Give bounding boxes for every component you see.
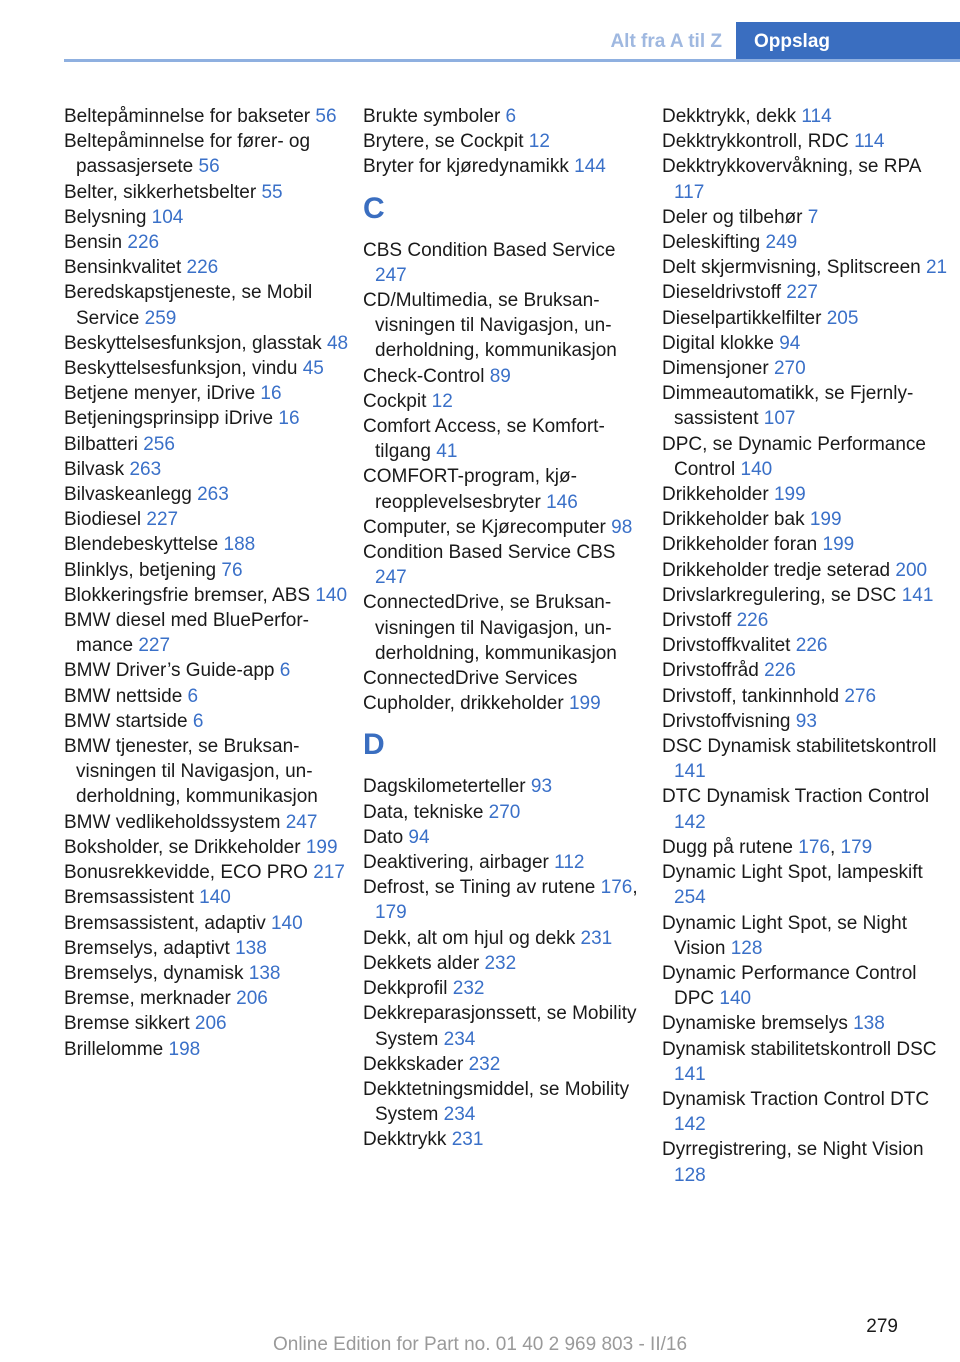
- index-term: Drivstoff: [662, 610, 737, 632]
- page-ref-link[interactable]: 276: [844, 685, 877, 707]
- index-entry: [64, 356, 349, 381]
- index-entry: [64, 684, 349, 709]
- page-ref-link[interactable]: 205: [826, 307, 859, 329]
- index-term: CD/Multimedia, se Bruksanvisningen til Navigasjon, underholdning, kommunikasjon: [363, 290, 617, 362]
- page-ref-link[interactable]: 232: [484, 952, 517, 974]
- page-ref-link[interactable]: 12: [528, 131, 550, 153]
- index-entry: [64, 532, 349, 557]
- index-entry: [64, 835, 349, 860]
- index-term: Drikkeholder foran: [662, 534, 823, 556]
- index-entry: [64, 658, 349, 683]
- index-term: Dekktrykk, dekk: [662, 106, 802, 127]
- index-entry: [662, 306, 952, 331]
- index-term: Blokkeringsfrie bremser, ABS: [64, 584, 316, 606]
- index-entry: [64, 961, 349, 986]
- index-term: Belter, sikkerhetsbelter: [64, 181, 262, 203]
- page-ref-link[interactable]: 232: [452, 978, 485, 1000]
- index-entry: [363, 288, 648, 364]
- page-ref-link[interactable]: 141: [901, 584, 934, 606]
- page-ref-link[interactable]: 48: [326, 332, 349, 354]
- index-entry: [363, 951, 648, 976]
- page-ref-link[interactable]: 141: [674, 761, 706, 783]
- index-entry: [64, 507, 349, 532]
- index-term: Beltepåminnelse for fører- og passasjersete: [64, 131, 311, 178]
- page-ref-link[interactable]: 104: [151, 206, 184, 228]
- page-ref-link[interactable]: 199: [809, 509, 842, 531]
- index-term: Dekktrykkovervåkning, se RPA: [662, 156, 921, 178]
- index-entry: [64, 558, 349, 583]
- page-ref-link[interactable]: 206: [236, 988, 268, 1010]
- index-term: BMW startside: [64, 710, 193, 732]
- page-number: 279: [866, 1316, 898, 1337]
- index-term: COMFORT-program, kjøreopplevelsesbryter: [363, 466, 577, 513]
- index-term: Computer, se Kjørecomputer: [363, 516, 612, 538]
- page-ref-link[interactable]: 231: [580, 927, 613, 949]
- page-ref-link[interactable]: 227: [138, 635, 171, 657]
- header-rule: [64, 59, 960, 62]
- index-entry: [363, 875, 648, 925]
- index-entry: [363, 129, 648, 154]
- index-term: Drivstoffvisning: [662, 710, 796, 732]
- page-ref-link[interactable]: 21: [925, 257, 948, 279]
- index-term: Delt skjermvisning, Splitscreen: [662, 257, 926, 279]
- page-ref-link[interactable]: 112: [554, 852, 585, 874]
- index-entry: [662, 1087, 952, 1137]
- page-ref-link[interactable]: 144: [574, 156, 606, 178]
- index-term: Dynamic Light Spot, se Night Vision: [662, 912, 908, 959]
- page-ref-link[interactable]: 179: [840, 836, 873, 858]
- index-term: Dekktrykkontroll, RDC: [662, 131, 855, 153]
- index-term: Bensinkvalitet: [64, 257, 187, 279]
- index-term: Bremse sikkert: [64, 1013, 195, 1035]
- page-ref-link[interactable]: 234: [443, 1104, 476, 1126]
- index-entry: [363, 515, 648, 540]
- page-ref-link[interactable]: 188: [223, 534, 256, 556]
- index-term: Dynamic Light Spot, lampeskift: [662, 862, 923, 884]
- index-term: Dieselpartikkelfilter: [662, 307, 827, 329]
- index-term: Biodiesel: [64, 509, 147, 531]
- page-ref-link[interactable]: 56: [198, 156, 220, 178]
- index-term: Brukte symboler: [363, 106, 506, 127]
- index-entry: [363, 926, 648, 951]
- page-ref-link[interactable]: 227: [786, 282, 818, 304]
- index-entry: [64, 1011, 349, 1036]
- index-entry: [363, 850, 648, 875]
- page-ref-link[interactable]: 138: [853, 1013, 885, 1035]
- index-term: Dekkreparasjonssett, se Mobility System: [363, 1003, 637, 1050]
- page-ref-link[interactable]: 7: [807, 206, 819, 228]
- index-letter-heading: D: [363, 728, 385, 762]
- page-ref-link[interactable]: 107: [763, 408, 796, 430]
- index-term: Deaktivering, airbager: [363, 852, 555, 874]
- page-ref-link[interactable]: 142: [674, 811, 706, 833]
- index-entry: [662, 961, 952, 1011]
- index-entry: [64, 104, 349, 129]
- index-entry: [64, 986, 349, 1011]
- index-term: Cupholder, drikkeholder: [363, 693, 569, 715]
- index-term: Dimensjoner: [662, 358, 774, 380]
- section-title: Alt fra A til Z: [610, 31, 722, 52]
- page-ref-link[interactable]: 176: [798, 836, 830, 858]
- page-ref-link[interactable]: 226: [736, 610, 769, 632]
- index-term: Drivstoffråd: [662, 660, 765, 682]
- index-term: Drivslarkregulering, se DSC: [662, 584, 902, 606]
- index-term: Dekktrykk: [363, 1129, 452, 1151]
- index-entry: [363, 238, 648, 288]
- index-entry: [662, 860, 952, 910]
- page-ref-link[interactable]: 94: [779, 332, 801, 354]
- index-term: Bremsassistent, adaptiv: [64, 912, 271, 934]
- page-ref-link[interactable]: 114: [801, 106, 832, 127]
- page-ref-link[interactable]: 254: [674, 887, 706, 909]
- page-ref-link[interactable]: 128: [730, 937, 763, 959]
- page-ref-link[interactable]: 199: [305, 836, 338, 858]
- index-entry: [363, 1052, 648, 1077]
- page-ref-link[interactable]: 55: [261, 181, 283, 203]
- page-ref-link[interactable]: 94: [408, 826, 430, 848]
- index-term: Cockpit: [363, 390, 432, 412]
- index-term: Dato: [363, 826, 409, 848]
- page-ref-link[interactable]: 93: [530, 776, 553, 798]
- index-term: Betjeningsprinsipp iDrive: [64, 408, 279, 430]
- index-entry: [662, 432, 952, 482]
- index-term: DPC, se Dynamic Performance Control: [662, 433, 926, 480]
- index-entry: [64, 432, 349, 457]
- index-entry: [662, 1011, 952, 1036]
- page-ref-link[interactable]: 226: [795, 635, 828, 657]
- index-entry: [662, 532, 952, 557]
- page-ref-link[interactable]: 45: [302, 358, 324, 380]
- index-term: BMW nettside: [64, 685, 188, 707]
- index-entry: [64, 331, 349, 356]
- index-entry: [363, 590, 648, 666]
- index-term: Drikkeholder bak: [662, 509, 810, 531]
- index-entry: [64, 255, 349, 280]
- index-term: Drikkeholder tredje seterad: [662, 559, 896, 581]
- index-entry: [363, 1077, 648, 1127]
- index-entry: [363, 1127, 648, 1152]
- index-entry: [662, 911, 952, 961]
- page-ref-link[interactable]: 16: [278, 408, 300, 430]
- page-ref-link[interactable]: 16: [260, 383, 282, 405]
- index-term: Dekkprofil: [363, 978, 453, 1000]
- index-term: Dynamic Performance Control DPC: [662, 962, 917, 1010]
- index-term: Blendebeskyttelse: [64, 534, 224, 556]
- index-term: Bilvaskeanlegg: [64, 484, 198, 506]
- index-term: BMW diesel med BluePerformance: [64, 610, 309, 657]
- page-ref-link[interactable]: 199: [822, 534, 855, 556]
- page-ref-link[interactable]: 270: [488, 801, 521, 823]
- index-term: Deler og tilbehør: [662, 206, 808, 228]
- index-entry: [662, 205, 952, 230]
- index-entry: [662, 835, 952, 860]
- index-entry: [662, 507, 952, 532]
- index-term: Beskyttelsesfunksjon, vindu: [64, 358, 303, 380]
- index-term: BMW tjenester, se Bruksanvisningen til Navigasjon, underholdning, kommunikasjon: [64, 736, 318, 808]
- index-term: Dynamisk Traction Control DTC: [662, 1088, 930, 1110]
- page-ref-link[interactable]: 6: [187, 685, 199, 707]
- index-term: Deleskifting: [662, 232, 766, 254]
- index-term: Comfort Access, se Komforttilgang: [363, 416, 605, 463]
- page-ref-link[interactable]: 140: [740, 458, 773, 480]
- index-entry: [363, 464, 648, 514]
- page-ref-link[interactable]: 114: [854, 131, 885, 153]
- page-ref-link[interactable]: 93: [795, 710, 817, 732]
- index-entry: [662, 356, 952, 381]
- page-ref-separator: ,: [632, 877, 638, 899]
- index-term: Beredskapstjeneste, se Mobil Service: [64, 282, 313, 329]
- index-term: Bremse, merknader: [64, 988, 237, 1010]
- page-ref-link[interactable]: 226: [127, 232, 160, 254]
- index-entry: [662, 1037, 952, 1087]
- index-entry: [64, 230, 349, 255]
- page-ref-link[interactable]: 128: [674, 1164, 706, 1186]
- index-entry: [662, 129, 952, 154]
- index-entry: [662, 381, 952, 431]
- chapter-tab[interactable]: Oppslag: [736, 22, 960, 62]
- page-ref-link[interactable]: 226: [764, 660, 796, 682]
- index-column-1: [64, 104, 349, 1062]
- index-entry: [363, 825, 648, 850]
- index-term: Bryter for kjøredynamikk: [363, 156, 575, 178]
- index-entry: [662, 280, 952, 305]
- page-header: [64, 22, 960, 62]
- index-term: Bonusrekkevidde, ECO PRO: [64, 862, 314, 884]
- index-term: Dekk, alt om hjul og dekk: [363, 927, 581, 949]
- index-entry: [363, 104, 648, 129]
- index-entry: [363, 774, 648, 799]
- index-term: Defrost, se Tining av rutene: [363, 877, 601, 899]
- index-term: Dyrregistrering, se Night Vision: [662, 1139, 924, 1161]
- index-entry: [363, 976, 648, 1001]
- index-term: Dugg på rutene: [662, 836, 799, 858]
- page-ref-link[interactable]: 234: [443, 1028, 476, 1050]
- index-term: ConnectedDrive, se Bruksanvisningen til Navigasjon, underholdning, kommunikasjon: [363, 592, 617, 664]
- page-ref-link[interactable]: 138: [248, 962, 281, 984]
- index-entry: [662, 331, 952, 356]
- index-entry: [662, 255, 952, 280]
- index-term: Beskyttelsesfunksjon, glasstak: [64, 332, 327, 354]
- index-entry: [64, 1037, 349, 1062]
- index-entry: [363, 691, 648, 716]
- index-column-2: [363, 104, 648, 1153]
- index-term: Drivstoff, tankinnhold: [662, 685, 845, 707]
- index-entry: [64, 482, 349, 507]
- index-entry: [64, 709, 349, 734]
- page-ref-link[interactable]: 141: [674, 1063, 706, 1085]
- page-ref-link[interactable]: 199: [773, 484, 806, 506]
- index-entry: [662, 104, 952, 129]
- index-term: Data, tekniske: [363, 801, 489, 823]
- index-entry: [64, 205, 349, 230]
- page-ref-link[interactable]: 140: [719, 988, 752, 1010]
- index-entry: [662, 154, 952, 204]
- page-ref-link[interactable]: 138: [235, 937, 267, 959]
- index-entry: [64, 734, 349, 810]
- page-ref-link[interactable]: 231: [451, 1129, 484, 1151]
- index-term: Digital klokke: [662, 332, 780, 354]
- index-entry: [64, 608, 349, 658]
- page-ref-link[interactable]: 12: [431, 390, 453, 412]
- index-term: BMW vedlikeholdssystem: [64, 811, 286, 833]
- page-ref-link[interactable]: 199: [568, 693, 601, 715]
- page-ref-link[interactable]: 256: [143, 433, 175, 455]
- index-term: Betjene menyer, iDrive: [64, 383, 261, 405]
- index-entry: [662, 608, 952, 633]
- index-entry: [64, 583, 349, 608]
- page-ref-link[interactable]: 89: [489, 365, 511, 387]
- index-entry: [363, 414, 648, 464]
- index-entry: [662, 633, 952, 658]
- index-entry: [363, 666, 648, 691]
- page-ref-link[interactable]: 227: [146, 509, 179, 531]
- index-term: Bilbatteri: [64, 433, 144, 455]
- index-column-3: [662, 104, 952, 1188]
- index-term: Check-Control: [363, 365, 490, 387]
- index-entry: [662, 482, 952, 507]
- page-ref-link[interactable]: 247: [285, 811, 318, 833]
- index-term: Dekktetningsmiddel, se Mobility System: [363, 1078, 630, 1126]
- edition-footer: Online Edition for Part no. 01 40 2 969 803 - II/16: [272, 1334, 688, 1355]
- index-term: ConnectedDrive Services: [363, 668, 578, 690]
- index-term: Blinklys, betjening: [64, 559, 222, 581]
- index-entry: [64, 280, 349, 330]
- page-ref-link[interactable]: 226: [186, 257, 219, 279]
- index-entry: [64, 860, 349, 885]
- index-term: Dynamisk stabilitetskontroll DSC: [662, 1038, 937, 1060]
- page-ref-link[interactable]: 98: [611, 516, 633, 538]
- page-ref-link[interactable]: 76: [221, 559, 243, 581]
- index-entry: [64, 180, 349, 205]
- index-term: BMW Driver’s Guide-app: [64, 660, 280, 682]
- index-term: Dagskilometerteller: [363, 776, 531, 798]
- index-term: Boksholder, se Drikkeholder: [64, 836, 306, 858]
- page-ref-link[interactable]: 179: [375, 902, 407, 924]
- page-ref-link[interactable]: 6: [505, 106, 517, 127]
- page-ref-link[interactable]: 142: [674, 1114, 706, 1136]
- index-term: CBS Condition Based Service: [363, 239, 616, 261]
- page-ref-link[interactable]: 6: [279, 660, 291, 682]
- index-term: Drivstoffkvalitet: [662, 635, 796, 657]
- index-term: Bremselys, dynamisk: [64, 962, 249, 984]
- index-term: DSC Dynamisk stabilitetskontroll: [662, 736, 937, 758]
- index-entry: [64, 936, 349, 961]
- index-term: Brytere, se Cockpit: [363, 131, 529, 153]
- page-ref-link[interactable]: 206: [194, 1013, 227, 1035]
- page-ref-link[interactable]: 263: [129, 458, 162, 480]
- index-letter-heading: C: [363, 191, 385, 225]
- index-entry: [662, 734, 952, 784]
- index-entry: [363, 389, 648, 414]
- page-ref-link[interactable]: 247: [375, 567, 407, 589]
- index-term: Bilvask: [64, 458, 130, 480]
- page-ref-link[interactable]: 41: [436, 441, 458, 463]
- page-ref-link[interactable]: 140: [270, 912, 303, 934]
- page-ref-link[interactable]: 249: [765, 232, 798, 254]
- index-term: Dieseldrivstoff: [662, 282, 787, 304]
- index-entry: [662, 709, 952, 734]
- index-term: Beltepåminnelse for bakseter: [64, 106, 316, 127]
- index-entry: [64, 129, 349, 179]
- index-term: DTC Dynamisk Traction Control: [662, 786, 930, 808]
- page-ref-link[interactable]: 247: [375, 264, 407, 286]
- index-term: Drikkeholder: [662, 484, 774, 506]
- page-ref-link[interactable]: 232: [468, 1053, 501, 1075]
- page-ref-link[interactable]: 200: [895, 559, 928, 581]
- index-entry: [64, 911, 349, 936]
- index-entry: [64, 381, 349, 406]
- index-term: Belysning: [64, 206, 152, 228]
- page-ref-link[interactable]: 198: [168, 1038, 201, 1060]
- index-entry: [662, 658, 952, 683]
- index-entry: [64, 810, 349, 835]
- index-term: Brillelomme: [64, 1038, 169, 1060]
- page-ref-link[interactable]: 140: [315, 584, 348, 606]
- index-term: Bremsassistent: [64, 887, 200, 909]
- page-ref-link[interactable]: 117: [674, 181, 705, 203]
- index-term: Bensin: [64, 232, 128, 254]
- page-ref-separator: ,: [829, 836, 841, 858]
- index-term: Dekkskader: [363, 1053, 469, 1075]
- index-term: Dimmeautomatikk, se Fjernlysassistent: [662, 383, 914, 430]
- page-ref-link[interactable]: 146: [546, 491, 578, 513]
- index-term: Bremselys, adaptivt: [64, 937, 236, 959]
- index-entry: [363, 364, 648, 389]
- page-ref-link[interactable]: 140: [199, 887, 231, 909]
- index-entry: [662, 230, 952, 255]
- page-ref-link[interactable]: 263: [197, 484, 229, 506]
- page-ref-link[interactable]: 6: [192, 710, 204, 732]
- index-entry: [363, 800, 648, 825]
- index-entry: [662, 684, 952, 709]
- index-entry: [662, 1137, 952, 1187]
- page-ref-link[interactable]: 176: [600, 877, 633, 899]
- index-entry: [363, 540, 648, 590]
- index-entry: [662, 583, 952, 608]
- page-ref-link[interactable]: 56: [315, 106, 337, 127]
- index-entry: [64, 406, 349, 431]
- index-entry: [363, 154, 648, 179]
- index-term: Dekkets alder: [363, 952, 485, 974]
- index-entry: [662, 558, 952, 583]
- page-ref-link[interactable]: 270: [773, 358, 806, 380]
- page-ref-link[interactable]: 217: [313, 862, 345, 884]
- index-term: Condition Based Service CBS: [363, 542, 616, 564]
- index-entry: [363, 1001, 648, 1051]
- index-entry: [64, 457, 349, 482]
- index-term: Dynamiske bremselys: [662, 1013, 854, 1035]
- page-ref-link[interactable]: 259: [144, 307, 177, 329]
- index-entry: [64, 885, 349, 910]
- index-entry: [662, 784, 952, 834]
